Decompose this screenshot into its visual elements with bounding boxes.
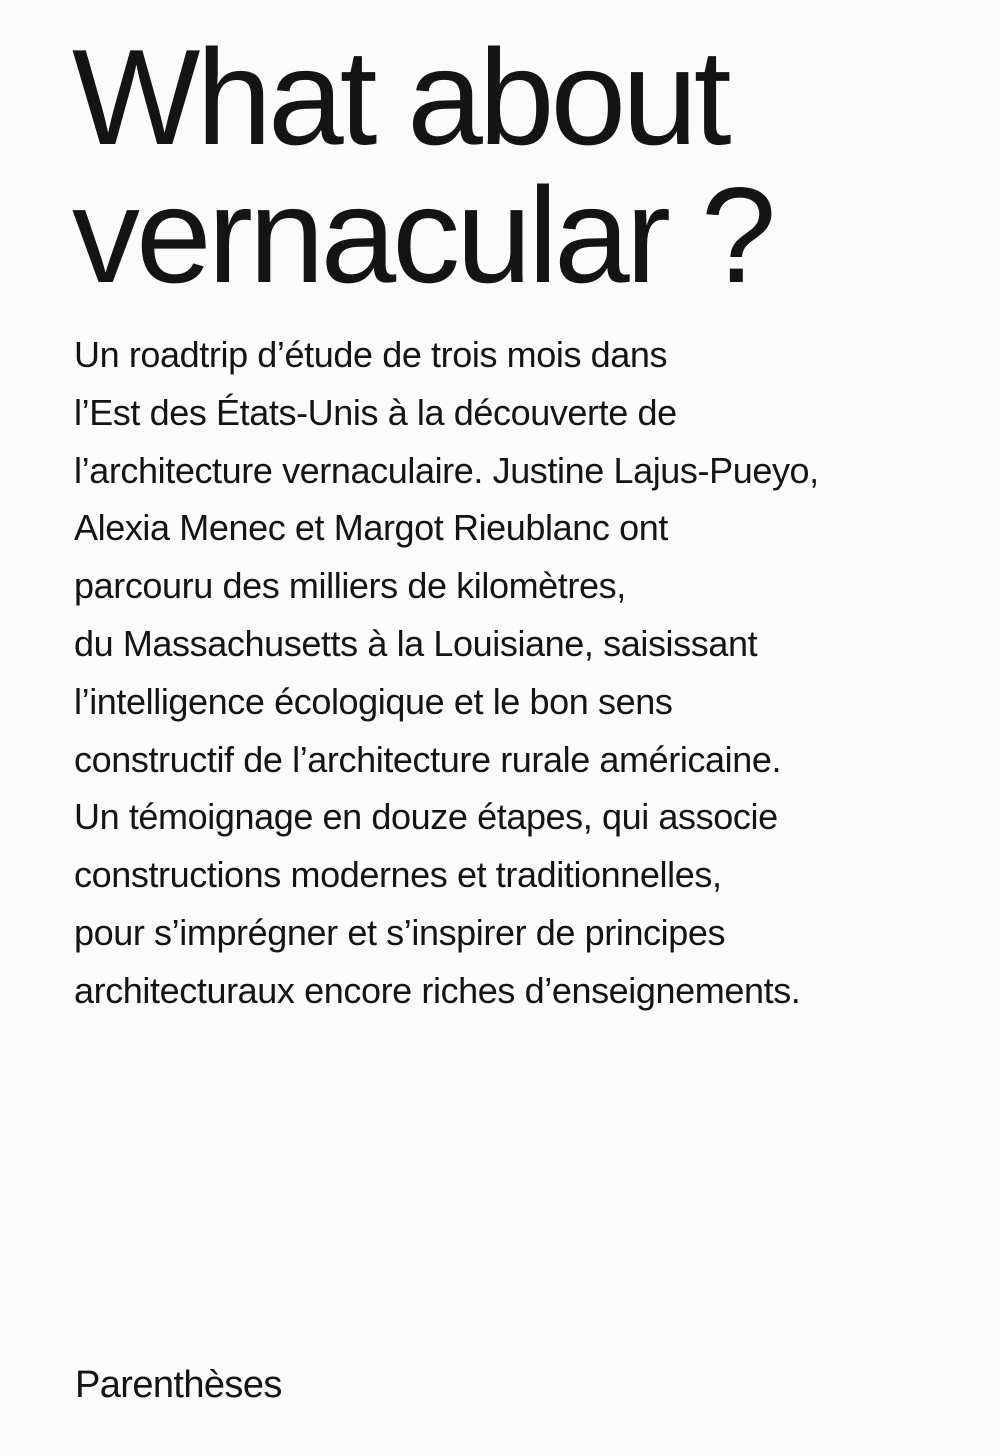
blurb-line: pour s’imprégner et s’inspirer de principes — [74, 911, 726, 953]
blurb-line: Un témoignage en douze étapes, qui associe — [74, 796, 778, 838]
blurb-line: Un roadtrip d’étude de trois mois dans — [74, 334, 668, 375]
blurb-line: parcouru des milliers de kilomètres, — [74, 565, 626, 607]
title-line: What about — [72, 21, 728, 173]
book-title — [72, 21, 972, 311]
publisher-name: Parenthèses — [75, 1364, 282, 1406]
blurb-line: l’architecture vernaculaire. Justine Lajus-Pueyo, — [74, 449, 819, 491]
blurb-line: Alexia Menec et Margot Rieublanc ont — [74, 507, 668, 549]
blurb-line: constructions modernes et traditionnelles, — [74, 854, 722, 896]
blurb-line: constructif de l’architecture rurale américaine. — [74, 738, 782, 780]
title-line: vernacular ? — [72, 159, 773, 311]
blurb-line: du Massachusetts à la Louisiane, saisissant — [74, 622, 758, 664]
blurb-line: l’intelligence écologique et le bon sens — [74, 680, 673, 722]
cover-blurb — [74, 326, 974, 1020]
blurb-line: architecturaux encore riches d’enseignements. — [74, 969, 801, 1011]
blurb-line: l’Est des États-Unis à la découverte de — [74, 391, 677, 433]
